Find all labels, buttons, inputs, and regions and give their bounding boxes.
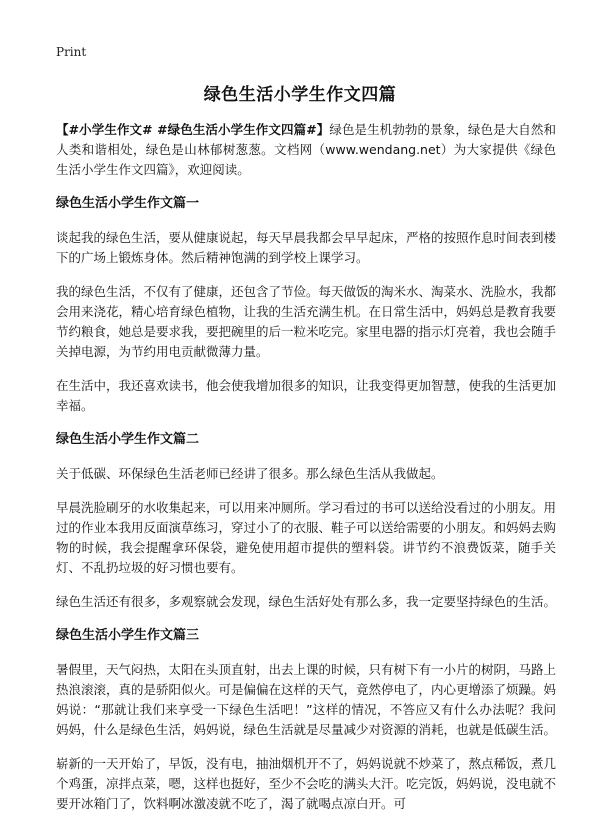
article-body xyxy=(56,120,556,828)
section-heading-2: 绿色生活小学生作文篇二 xyxy=(56,432,200,447)
print-link[interactable]: Print xyxy=(56,45,87,59)
section-heading-3: 绿色生活小学生作文篇三 xyxy=(56,628,200,643)
section-heading-1: 绿色生活小学生作文篇一 xyxy=(56,196,200,211)
intro-paragraph xyxy=(56,120,556,180)
section-3-paragraph: 崭新的一天开始了，早饭，没有电，抽油烟机开不了，妈妈说就不炒菜了，熬点稀饭，煮几个鸡蛋，凉拌点菜，嗯，这样也挺好，至少不会吃的满头大汗。吃完饭，妈妈说，没电就不要开冰箱门了，饮料啊冰激凌就不吃了，渴了就喝点凉白开。可 xyxy=(56,756,557,811)
section-2-paragraph: 早晨洗脸刷牙的水收集起来，可以用来冲厕所。学习看过的书可以送给没看过的小朋友。用过的作业本我用反面演草练习，穿过小了的衣服、鞋子可以送给需要的小朋友。和妈妈去购物的时候，我会提醒拿环保袋，避免使用超市提供的塑料袋。讲节约不浪费饭菜，随手关灯、不乱扔垃圾的好习惯也要有。 xyxy=(56,500,557,575)
section-2-paragraph: 关于低碳、环保绿色生活老师已经讲了很多。那么绿色生活从我做起。 xyxy=(56,466,444,481)
intro-text: 绿色是生机勃勃的景象，绿色是大自然和人类和谐相处，绿色是山林郁树葱葱。文档网（www.wendang.net）为大家提供《绿色生活小学生作文四篇》，欢迎阅读。 xyxy=(56,122,556,177)
page-title: 绿色生活小学生作文四篇 xyxy=(203,85,397,105)
section-1-paragraph: 谈起我的绿色生活，要从健康说起，每天早晨我都会早早起床，严格的按照作息时间表到楼下的广场上锻炼身体。然后精神饱满的到学校上课学习。 xyxy=(56,230,557,265)
section-1-paragraph: 在生活中，我还喜欢读书，他会使我增加很多的知识，让我变得更加智慧，使我的生活更加幸福。 xyxy=(56,378,557,413)
intro-tag: 【#小学生作文# #绿色生活小学生作文四篇#】 xyxy=(56,122,330,137)
section-1-paragraph: 我的绿色生活，不仅有了健康，还包含了节俭。每天做饭的淘米水、淘菜水、洗脸水，我都会用来浇花，精心培育绿色植物，让我的生活充满生机。在日常生活中，妈妈总是教育我要节约粮食，她总是要求我，要把碗里的后一粒米吃完。家里电器的指示灯亮着，我也会随手关掉电源，为节约用电贡献微薄力量。 xyxy=(56,284,557,359)
section-2-paragraph: 绿色生活还有很多，多观察就会发现，绿色生活好处有那么多，我一定要坚持绿色的生活。 xyxy=(56,594,557,609)
section-3-paragraph: 暑假里，天气闷热，太阳在头顶直射，出去上课的时候，只有树下有一小片的树阴，马路上热浪滚滚，真的是骄阳似火。可是偏偏在这样的天气，竟然停电了，内心更增添了烦躁。妈妈说：“那就让我们来享受一下绿色生活吧！”这样的情况，不答应又有什么办法呢？我问妈妈，什么是绿色生活，妈妈说，绿色生活就是尽量减少对资源的消耗，也就是低碳生活。 xyxy=(56,662,557,737)
